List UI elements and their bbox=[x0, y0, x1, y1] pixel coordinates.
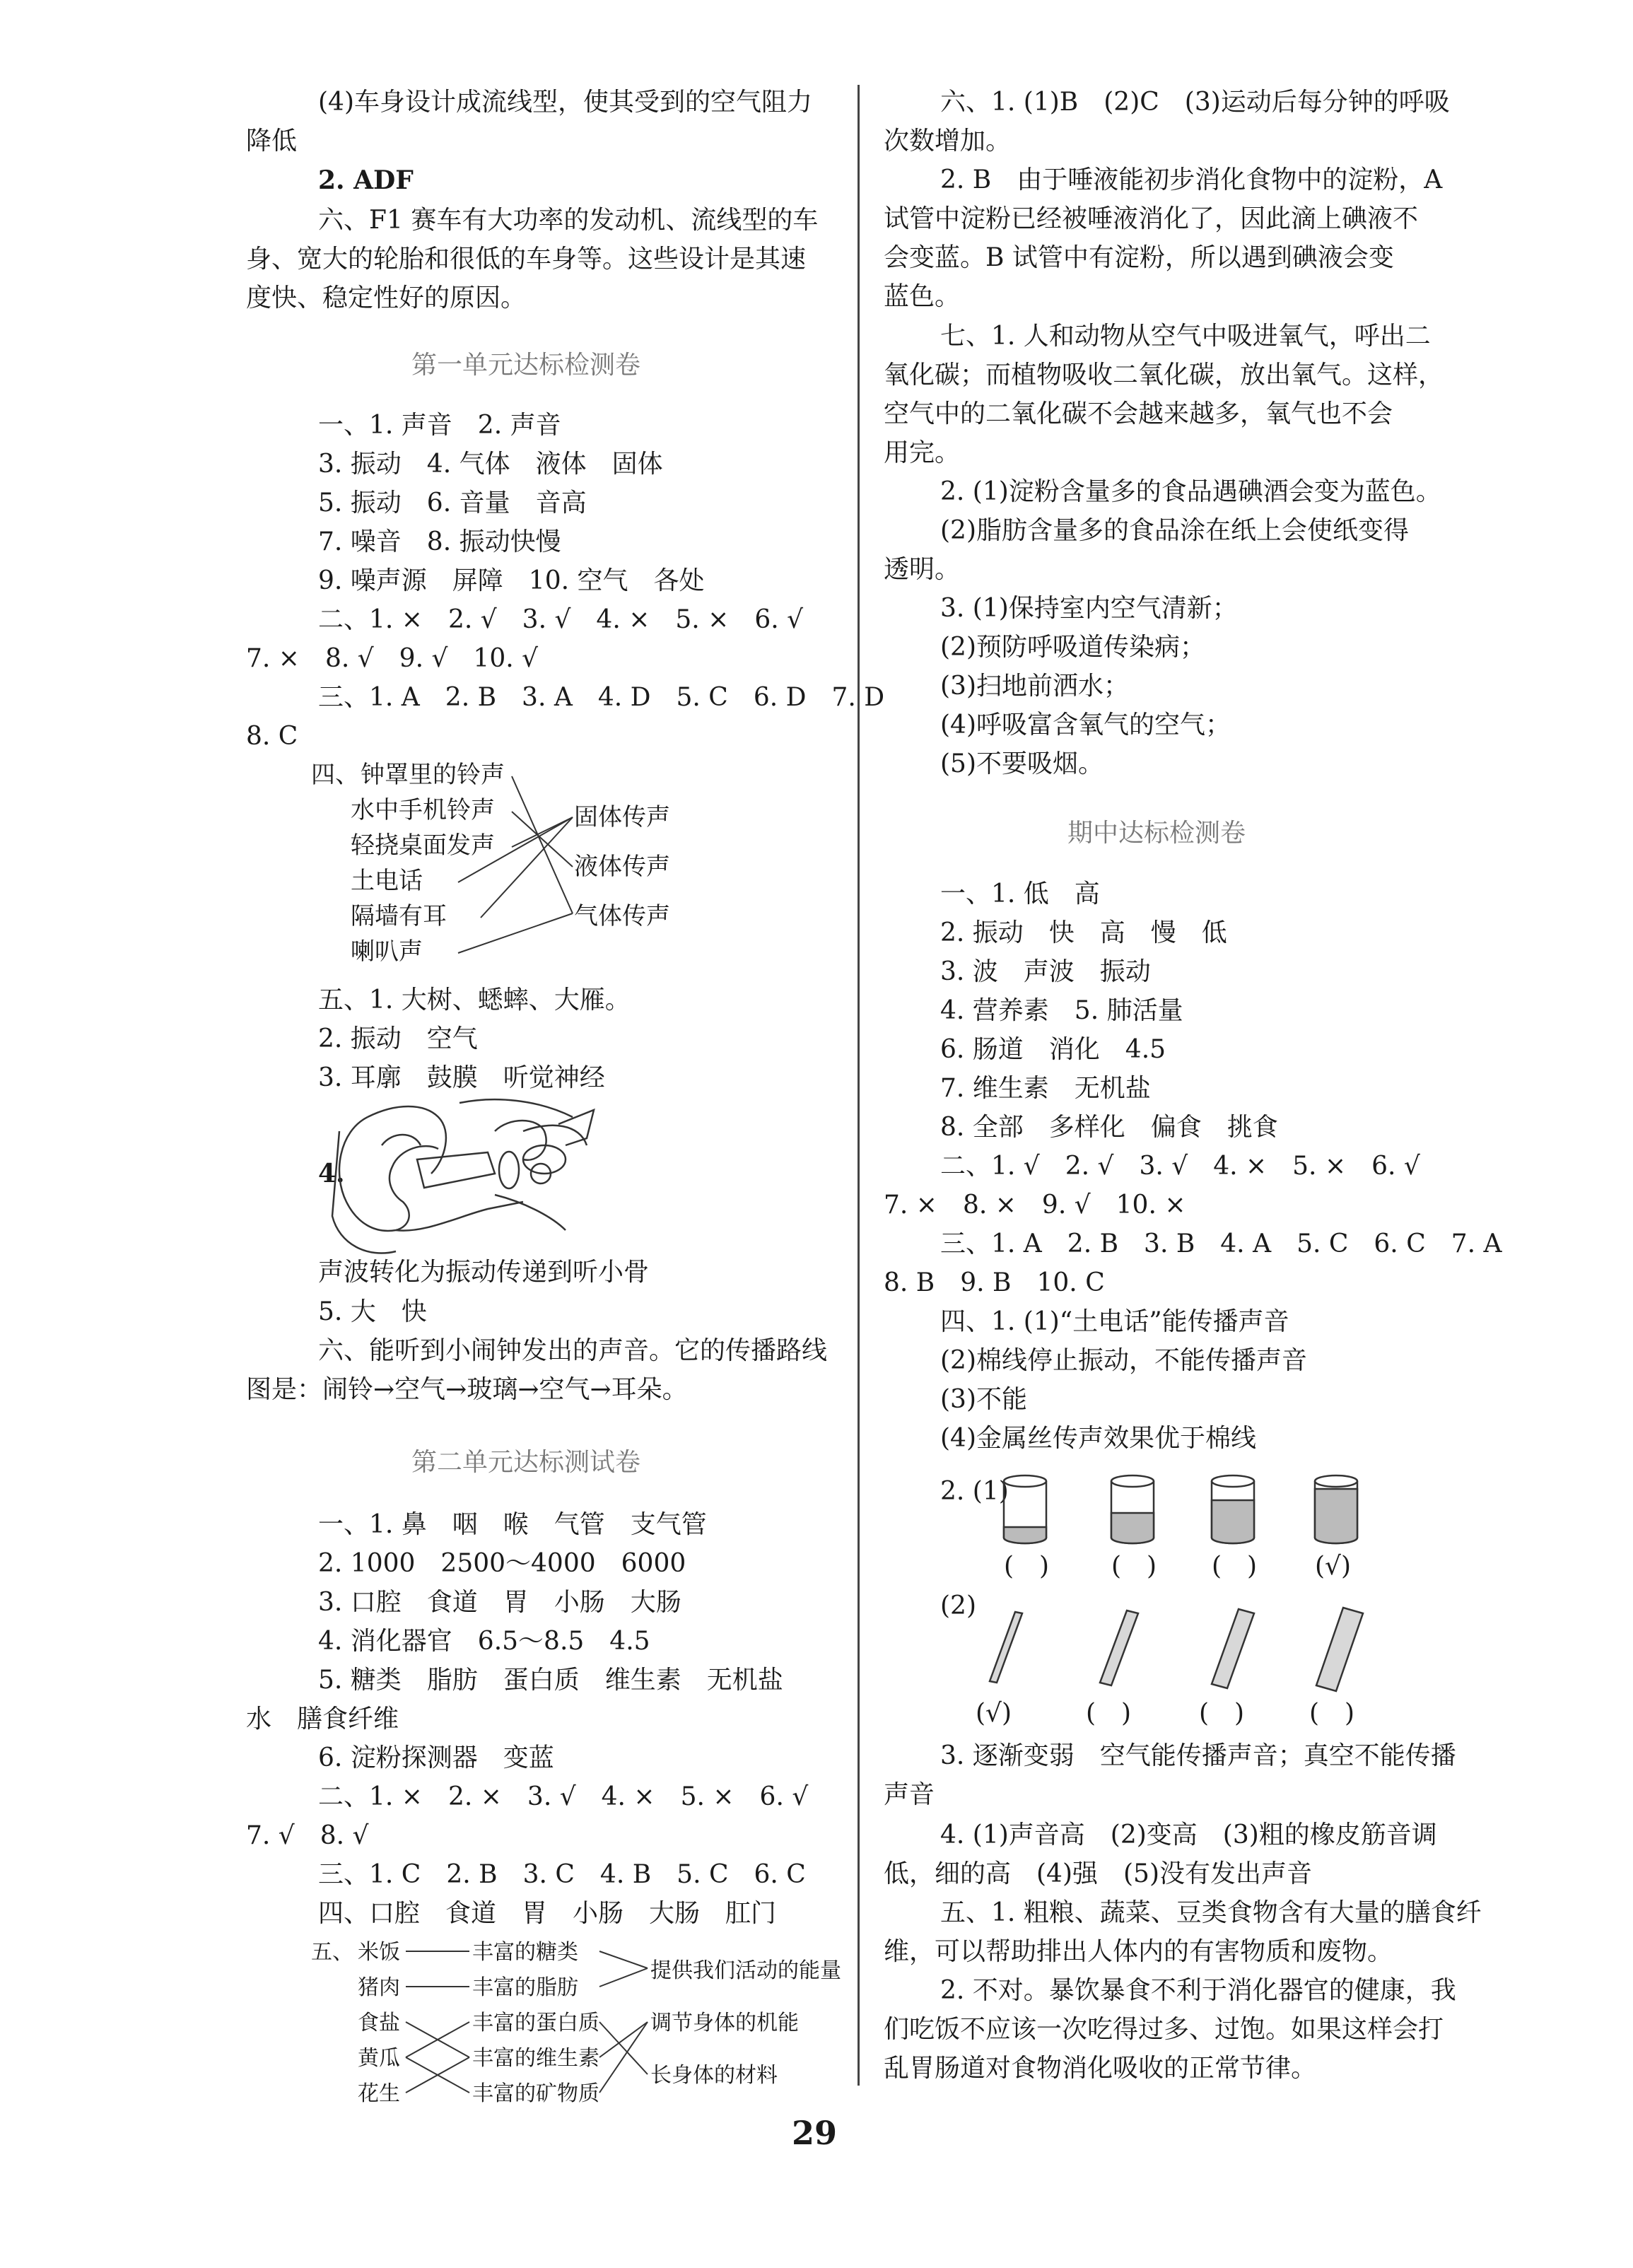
answer-line: (2)预防呼吸道传染病； bbox=[940, 633, 1205, 662]
answer-line: 3. 口腔 食道 胃 小肠 大肠 bbox=[318, 1588, 681, 1617]
answer-line: 2. 不对。暴饮暴食不利于消化器官的健康，我 bbox=[940, 1976, 1456, 2005]
answer-line: 7. × 8. √ 9. √ 10. √ bbox=[246, 644, 539, 673]
answer-line: 氧化碳；而植物吸收二氧化碳，放出氧气。这样， bbox=[884, 361, 1444, 390]
answer-line: (2)棉线停止振动，不能传播声音 bbox=[940, 1346, 1307, 1375]
answer-line: 一、1. 鼻 咽 喉 气管 支气管 bbox=[318, 1510, 707, 1539]
answer-line: 2. 振动 空气 bbox=[318, 1024, 478, 1053]
rod-answer: ( ) bbox=[1199, 1699, 1245, 1728]
text-line: 六、F1 赛车有大功率的发动机、流线型的车 bbox=[318, 206, 819, 235]
answer-line: 4. 消化器官 6.5～8.5 4.5 bbox=[318, 1627, 650, 1656]
answer-line: 一、1. 声音 2. 声音 bbox=[318, 411, 561, 440]
match-prefix: 四、 bbox=[311, 761, 359, 789]
answer-line: 二、1. × 2. √ 3. √ 4. × 5. × 6. √ bbox=[318, 605, 804, 634]
text-line: 身、宽大的轮胎和很低的车身等。这些设计是其速 bbox=[246, 245, 807, 274]
rod-answer: ( ) bbox=[1086, 1699, 1132, 1728]
rod-answer: ( ) bbox=[1309, 1699, 1355, 1728]
answer-line: 3. 耳廓 鼓膜 听觉神经 bbox=[318, 1063, 605, 1092]
answer-line: 6. 肠道 消化 4.5 bbox=[940, 1035, 1166, 1064]
text-line: 2. ADF bbox=[318, 165, 414, 195]
answer-line: 三、1. A 2. B 3. A 4. D 5. C 6. D 7. D bbox=[318, 683, 885, 712]
answer-line: (3)不能 bbox=[940, 1385, 1027, 1414]
match-right-item: 液体传声 bbox=[574, 853, 670, 881]
answer-line: 用完。 bbox=[884, 438, 961, 467]
section-title: 第二单元达标测试卷 bbox=[411, 1448, 641, 1477]
match-left-item: 水中手机铃声 bbox=[351, 796, 495, 824]
answer-line: 声音 bbox=[884, 1780, 935, 1809]
match-right-item: 调节身体的机能 bbox=[650, 2011, 799, 2035]
answer-line: 7. 噪音 8. 振动快慢 bbox=[318, 527, 561, 556]
cup-answer: ( ) bbox=[1212, 1552, 1258, 1581]
match-left-item: 钟罩里的铃声 bbox=[361, 761, 505, 789]
match-right-item: 气体传声 bbox=[574, 902, 670, 930]
answer-line: 4. (1)声音高 (2)变高 (3)粗的橡皮筋音调 bbox=[940, 1820, 1437, 1849]
answer-line: 次数增加。 bbox=[884, 127, 1012, 156]
text-line: (4)车身设计成流线型，使其受到的空气阻力 bbox=[318, 88, 812, 117]
answer-line: 六、1. (1)B (2)C (3)运动后每分钟的呼吸 bbox=[940, 88, 1450, 117]
answer-line: 2. 振动 快 高 慢 低 bbox=[940, 918, 1227, 947]
answer-line: 七、1. 人和动物从空气中吸进氧气，呼出二 bbox=[940, 322, 1431, 351]
answer-line: 空气中的二氧化碳不会越来越多，氧气也不会 bbox=[884, 399, 1393, 428]
question-label: 2. (1) bbox=[940, 1477, 1009, 1506]
answer-line: 8. B 9. B 10. C bbox=[884, 1268, 1105, 1297]
section-title: 期中达标检测卷 bbox=[1067, 819, 1246, 848]
match-left-item: 轻挠桌面发声 bbox=[351, 831, 495, 860]
answer-line: 会变蓝。B 试管中有淀粉，所以遇到碘液会变 bbox=[884, 243, 1394, 272]
answer-line: (3)扫地前洒水； bbox=[940, 672, 1129, 701]
match-left-item: 隔墙有耳 bbox=[351, 902, 447, 930]
answer-line: 们吃饭不应该一次吃得过多、过饱。如果这样会打 bbox=[884, 2015, 1444, 2044]
answer-line: 8. C bbox=[246, 722, 298, 751]
match-right-item: 提供我们活动的能量 bbox=[650, 1958, 841, 1983]
answer-line: 6. 淀粉探测器 变蓝 bbox=[318, 1743, 554, 1772]
answer-line: 二、1. √ 2. √ 3. √ 4. × 5. × 6. √ bbox=[940, 1152, 1420, 1181]
match-left-item: 米饭 bbox=[358, 1940, 400, 1965]
answer-line: 三、1. A 2. B 3. B 4. A 5. C 6. C 7. A bbox=[940, 1229, 1502, 1258]
answer-line: 3. 波 声波 振动 bbox=[940, 957, 1151, 986]
answer-line: 3. 振动 4. 气体 液体 固体 bbox=[318, 450, 663, 479]
answer-line: 2. 1000 2500～4000 6000 bbox=[318, 1549, 686, 1578]
answer-line: 5. 振动 6. 音量 音高 bbox=[318, 489, 587, 518]
text-line: 度快、稳定性好的原因。 bbox=[246, 284, 527, 312]
answer-line: 2. (1)淀粉含量多的食品遇碘酒会变为蓝色。 bbox=[940, 477, 1441, 506]
match-left-item: 花生 bbox=[358, 2081, 400, 2106]
answer-line: 乱胃肠道对食物消化吸收的正常节律。 bbox=[884, 2054, 1317, 2083]
answer-line: 试管中淀粉已经被唾液消化了，因此滴上碘液不 bbox=[884, 204, 1419, 233]
answer-line: 8. 全部 多样化 偏食 挑食 bbox=[940, 1113, 1278, 1142]
answer-line: (4)呼吸富含氧气的空气； bbox=[940, 711, 1231, 740]
match-mid-item: 丰富的维生素 bbox=[472, 2046, 599, 2071]
answer-line: 二、1. × 2. × 3. √ 4. × 5. × 6. √ bbox=[318, 1782, 809, 1811]
answer-line: 蓝色。 bbox=[884, 282, 961, 311]
cup-answer: ( ) bbox=[1004, 1552, 1050, 1581]
ear-caption: 声波转化为振动传递到听小骨 bbox=[318, 1258, 650, 1287]
match-left-item: 猪肉 bbox=[358, 1975, 400, 2000]
answer-line: 7. 维生素 无机盐 bbox=[940, 1074, 1151, 1103]
answer-line: 五、1. 粗粮、蔬菜、豆类食物含有大量的膳食纤 bbox=[940, 1898, 1482, 1927]
match-left-item: 食盐 bbox=[358, 2011, 400, 2035]
question-label: (2) bbox=[940, 1591, 976, 1620]
answer-line: 六、能听到小闹钟发出的声音。它的传播路线 bbox=[318, 1336, 828, 1365]
match-left-item: 喇叭声 bbox=[351, 937, 423, 966]
answer-line: 9. 噪声源 屏障 10. 空气 各处 bbox=[318, 566, 705, 595]
match-prefix: 五、 bbox=[311, 1940, 353, 1965]
answer-line: 四、口腔 食道 胃 小肠 大肠 肛门 bbox=[318, 1899, 777, 1928]
match-right-item: 固体传声 bbox=[574, 803, 670, 831]
cup-answer: ( ) bbox=[1111, 1552, 1157, 1581]
answer-line: 维，可以帮助排出人体内的有害物质和废物。 bbox=[884, 1937, 1393, 1966]
match-mid-item: 丰富的矿物质 bbox=[472, 2081, 599, 2106]
cup-answer: (√) bbox=[1315, 1552, 1352, 1581]
match-left-item: 土电话 bbox=[351, 867, 423, 895]
answer-line: 水 膳食纤维 bbox=[246, 1705, 399, 1734]
answer-line: 五、1. 大树、蟋蟀、大雁。 bbox=[318, 986, 631, 1015]
answer-line: (5)不要吸烟。 bbox=[940, 749, 1104, 778]
match-mid-item: 丰富的蛋白质 bbox=[472, 2011, 599, 2035]
match-mid-item: 丰富的脂肪 bbox=[472, 1975, 578, 2000]
answer-line: 图是：闹铃→空气→玻璃→空气→耳朵。 bbox=[246, 1375, 688, 1404]
answer-line: 透明。 bbox=[884, 555, 961, 584]
match-left-item: 黄瓜 bbox=[358, 2046, 400, 2071]
answer-line: 2. B 由于唾液能初步消化食物中的淀粉，A bbox=[940, 165, 1443, 194]
question-number: 4. bbox=[318, 1159, 345, 1188]
text-line: 降低 bbox=[246, 127, 298, 156]
answer-line: (2)脂肪含量多的食品涂在纸上会使纸变得 bbox=[940, 516, 1409, 545]
answer-line: 4. 营养素 5. 肺活量 bbox=[940, 996, 1183, 1025]
answer-line: 3. (1)保持室内空气清新； bbox=[940, 594, 1238, 623]
answer-line: 四、1. (1)“土电话”能传播声音 bbox=[940, 1307, 1289, 1336]
answer-line: 5. 大 快 bbox=[318, 1297, 427, 1326]
section-title: 第一单元达标检测卷 bbox=[411, 351, 641, 380]
rod-answer: (√) bbox=[976, 1699, 1012, 1728]
answer-line: 5. 糖类 脂肪 蛋白质 维生素 无机盐 bbox=[318, 1666, 783, 1695]
match-mid-item: 丰富的糖类 bbox=[472, 1940, 578, 1965]
answer-line: (4)金属丝传声效果优于棉线 bbox=[940, 1424, 1256, 1453]
answer-line: 7. × 8. × 9. √ 10. × bbox=[884, 1191, 1186, 1220]
page-number: 29 bbox=[792, 2114, 838, 2152]
answer-line: 3. 逐渐变弱 空气能传播声音；真空不能传播 bbox=[940, 1741, 1456, 1770]
answer-line: 三、1. C 2. B 3. C 4. B 5. C 6. C bbox=[318, 1860, 806, 1889]
match-right-item: 长身体的材料 bbox=[650, 2063, 778, 2088]
answer-line: 低，细的高 (4)强 (5)没有发出声音 bbox=[884, 1859, 1312, 1888]
answer-line: 7. √ 8. √ bbox=[246, 1821, 369, 1850]
answer-line: 一、1. 低 高 bbox=[940, 879, 1100, 908]
